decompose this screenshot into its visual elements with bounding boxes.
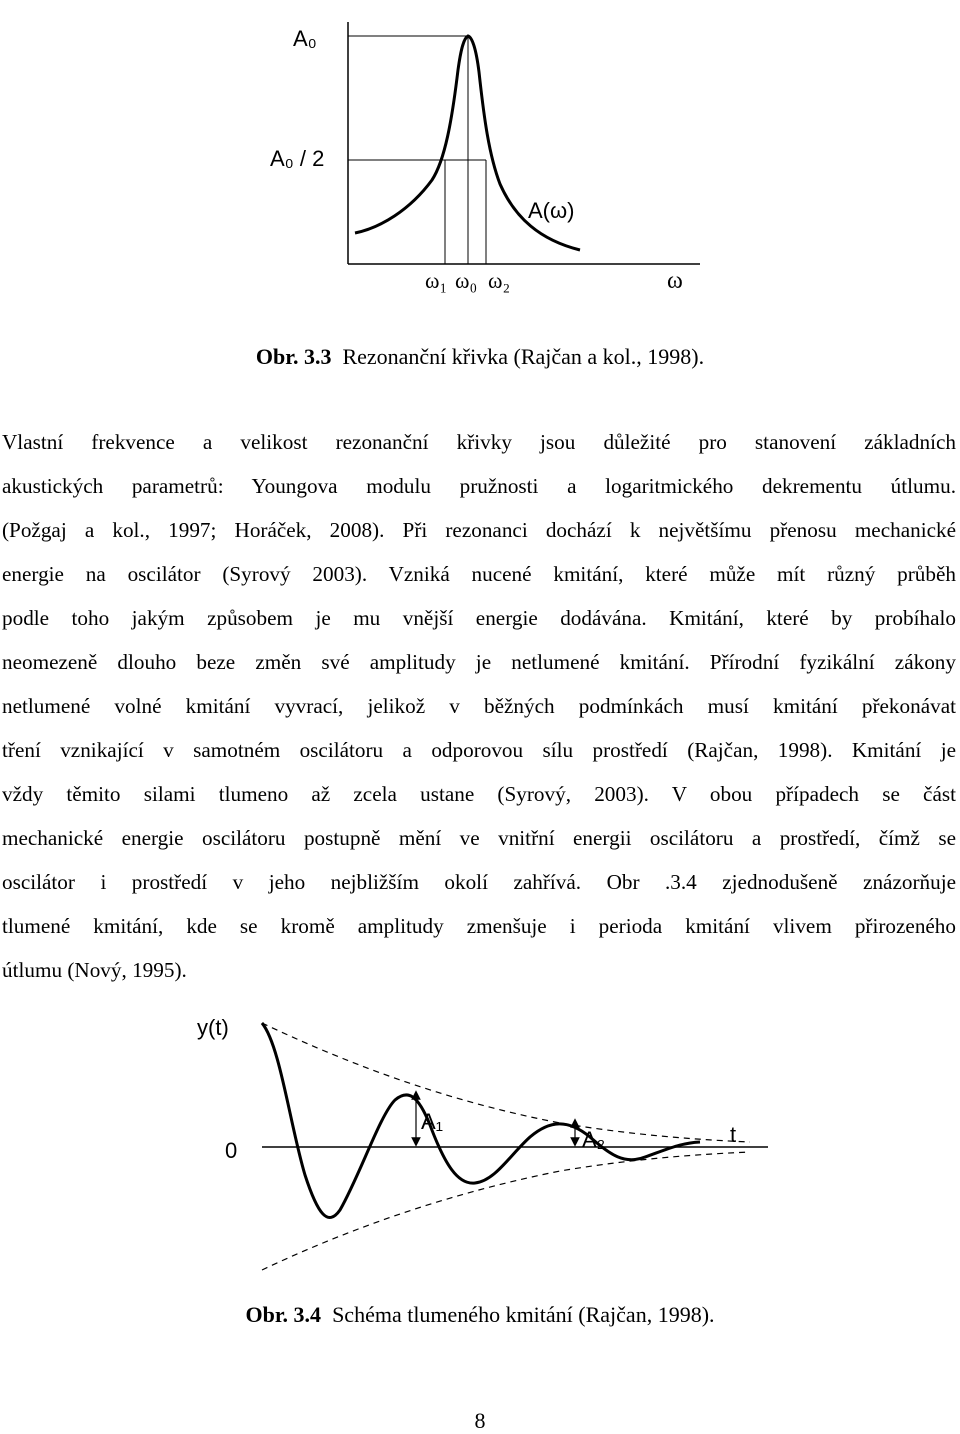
caption-number: Obr. 3.3	[255, 344, 332, 369]
y-axis-label: y(t)	[197, 1015, 229, 1040]
caption-text: Rezonanční křivka (Rajčan a kol., 1998).	[342, 344, 705, 369]
paragraph-line: vždy těmito silami tlumeno až zcela ustane (Syrový, 2003). V obou případech se část	[2, 782, 956, 806]
omega-axis-label: ω	[667, 268, 683, 294]
a2-label: A₂	[582, 1127, 606, 1152]
paragraph-line: tlumené kmitání, kde se kromě amplitudy zmenšuje i perioda kmitání vlivem přirozeného	[2, 914, 956, 938]
caption-text: Schéma tlumeného kmitání (Rajčan, 1998).	[332, 1302, 715, 1327]
paragraph-line: mechanické energie oscilátoru postupně mění ve vnitřní energii oscilátoru a prostředí, čímž se	[2, 826, 956, 850]
paragraph-line: oscilátor i prostředí v jeho nejbližším okolí zahřívá. Obr .3.4 zjednodušeně znázorňuje	[2, 870, 956, 894]
t-axis-label: t	[730, 1122, 737, 1147]
paragraph-line: (Požgaj a kol., 1997; Horáček, 2008). Při rezonanci dochází k největšímu přenosu mechanické	[2, 518, 956, 542]
a1-label: A₁	[421, 1109, 444, 1134]
paragraph-line: útlumu (Nový, 1995).	[2, 958, 187, 982]
a0-half-label: A₀ / 2	[270, 146, 325, 171]
paragraph-line: akustických parametrů: Youngova modulu pružnosti a logaritmického dekrementu útlumu.	[2, 474, 956, 498]
caption-number: Obr. 3.4	[245, 1302, 322, 1327]
omega0-label: ω₀	[455, 268, 478, 293]
upper-envelope	[262, 1023, 750, 1142]
page-number: 8	[474, 1408, 486, 1433]
omega2-label: ω₂	[488, 268, 511, 293]
body-paragraph	[2, 420, 956, 992]
paragraph-line: energie na oscilátor (Syrový 2003). Vzniká nucené kmitání, které může mít různý průběh	[2, 562, 956, 586]
figure-caption-3-3	[0, 344, 960, 370]
curve-label: A(ω)	[528, 198, 575, 223]
paragraph-line: podle toho jakým způsobem je mu vnější energie dodávána. Kmitání, které by probíhalo	[2, 606, 956, 630]
omega1-label: ω₁	[425, 268, 448, 293]
paragraph-line: neomezeně dlouho beze změn své amplitudy je netlumené kmitání. Přírodní fyzikální zákony	[2, 650, 956, 674]
figure-caption-3-4	[0, 1302, 960, 1328]
paragraph-line: netlumené volné kmitání vyvrací, jelikož v běžných podmínkách musí kmitání překonávat	[2, 694, 956, 718]
paragraph-line: tření vznikající v samotném oscilátoru a odporovou sílu prostředí (Rajčan, 1998). Kmitání je	[2, 738, 956, 762]
paragraph-line: Vlastní frekvence a velikost rezonanční křivky jsou důležité pro stanovení základních	[2, 430, 956, 454]
a0-label: A₀	[293, 26, 317, 51]
lower-envelope	[262, 1152, 750, 1270]
damped-oscillation-figure	[0, 1005, 960, 1275]
zero-label: 0	[225, 1138, 238, 1163]
resonance-curve-figure	[0, 0, 960, 305]
